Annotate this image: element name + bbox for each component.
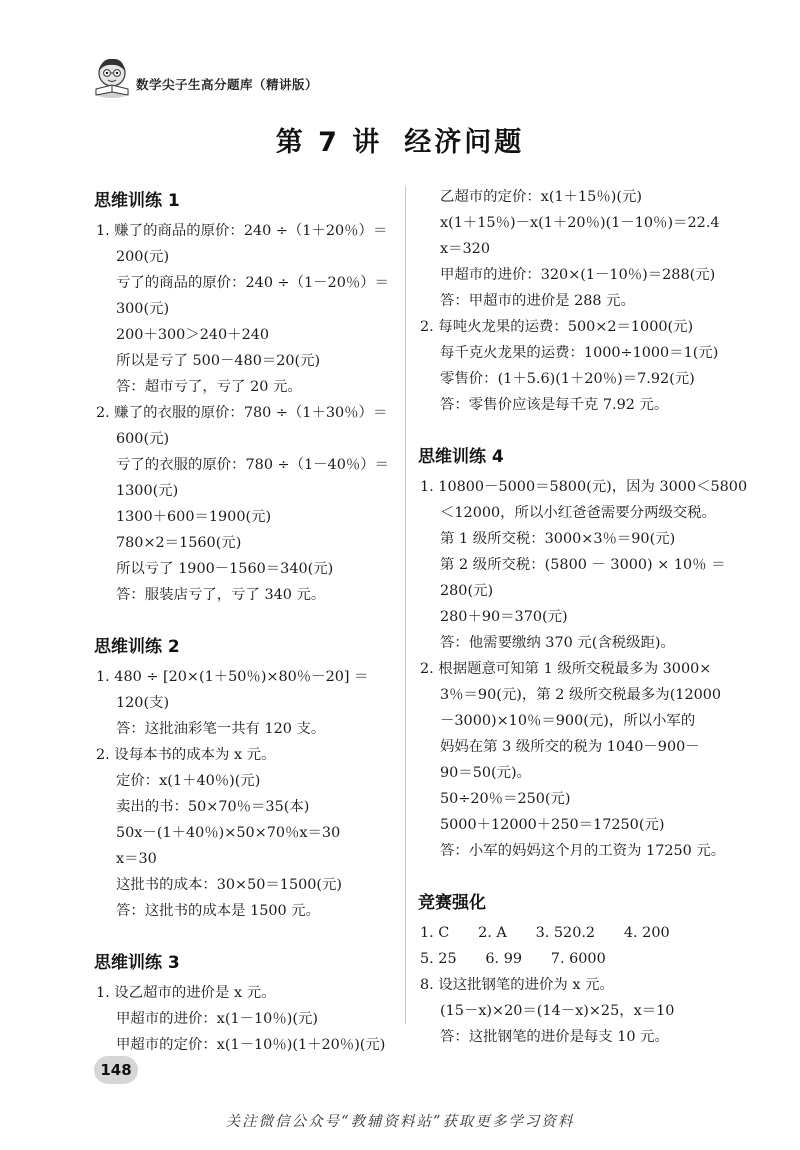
- solution-line: 甲超市的进价：320×(1－10％)＝288(元): [440, 267, 716, 283]
- column-divider: [405, 186, 406, 1024]
- solution-line: 280＋90＝370(元): [440, 609, 568, 625]
- solution-line: 2. 根据题意可知第 1 级所交税最多为 3000×: [420, 661, 712, 677]
- solution-line: 2. 每吨火龙果的运费：500×2＝1000(元): [420, 319, 694, 335]
- solution-line: 300(元): [116, 301, 170, 317]
- solution-line: 每千克火龙果的运费：1000÷1000＝1(元): [440, 345, 719, 361]
- footer-note: 关注微信公众号“教辅资料站”获取更多学习资料: [225, 1114, 575, 1130]
- answer-line: 答：这批油彩笔一共有 120 支。: [116, 721, 326, 737]
- solution-line: (15－x)×20＝(14－x)×25，x＝10: [440, 1003, 675, 1019]
- solution-line: －3000)×10％＝900(元)，所以小军的: [440, 713, 696, 729]
- page-number: 148: [94, 1056, 138, 1084]
- solution-line: 280(元): [440, 583, 494, 599]
- solution-line: 所以是亏了 500－480＝20(元): [116, 353, 321, 369]
- solution-line: 卖出的书：50×70％＝35(本): [116, 799, 310, 815]
- lecture-topic: 经济问题: [404, 127, 525, 158]
- solution-line: 定价：x(1＋40％)(元): [116, 773, 261, 789]
- solution-line: 2. 设每本书的成本为 x 元。: [96, 747, 276, 763]
- solution-line: 亏了的衣服的原价：780 ÷（1－40％）＝: [116, 457, 390, 473]
- solution-line: 甲超市的进价：x(1－10％)(元): [116, 1011, 318, 1027]
- answer-line: 答：超市亏了，亏了 20 元。: [116, 379, 302, 395]
- solution-line: x(1＋15％)－x(1＋20％)(1－10％)＝22.4: [440, 215, 720, 231]
- solution-line: 亏了的商品的原价：240 ÷（1－20％）＝: [116, 275, 390, 291]
- solution-line: 780×2＝1560(元): [116, 535, 242, 551]
- solution-line: 50x－(1＋40％)×50×70％x＝30: [116, 825, 341, 841]
- solution-line: 零售价：(1＋5.6)(1＋20％)＝7.92(元): [440, 371, 695, 387]
- series-title: 数学尖子生高分题库（精讲版）: [136, 77, 319, 92]
- section-heading: 思维训练 3: [94, 953, 180, 973]
- solution-line: 3％＝90(元)，第 2 级所交税最多为(12000: [440, 687, 722, 703]
- solution-line: 甲超市的定价：x(1－10％)(1＋20％)(元): [116, 1037, 386, 1053]
- solution-line: 600(元): [116, 431, 170, 447]
- answer-line: 答：零售价应该是每千克 7.92 元。: [440, 397, 669, 413]
- solution-line: 90＝50(元)。: [440, 765, 532, 781]
- solution-line: x＝30: [116, 851, 157, 867]
- solution-line: 1. 赚了的商品的原价：240 ÷（1＋20％）＝: [96, 223, 388, 239]
- answer-line: 答：这批钢笔的进价是每支 10 元。: [440, 1029, 669, 1045]
- section-heading: 思维训练 4: [418, 447, 504, 467]
- solution-line: 所以亏了 1900－1560＝340(元): [116, 561, 334, 577]
- solution-line: 5000＋12000＋250＝17250(元): [440, 817, 665, 833]
- page-title: [0, 120, 800, 159]
- solution-line: 2. 赚了的衣服的原价：780 ÷（1＋30％）＝: [96, 405, 388, 421]
- lecture-number: 第 7 讲: [275, 127, 383, 158]
- series-header: [92, 52, 318, 102]
- solution-line: 200＋300＞240＋240: [116, 327, 270, 343]
- solution-line: 200(元): [116, 249, 170, 265]
- solution-line: 乙超市的定价：x(1＋15％)(元): [440, 189, 642, 205]
- solution-line: 第 2 级所交税：(5800 － 3000) × 10％ ＝: [440, 557, 726, 573]
- section-heading: 思维训练 2: [94, 637, 180, 657]
- solution-line: x＝320: [440, 241, 490, 257]
- answer-line: 答：服装店亏了，亏了 340 元。: [116, 587, 326, 603]
- solution-line: 1. 480 ÷ [20×(1＋50％)×80％－20] ＝: [96, 669, 369, 685]
- answer-line: 答：这批书的成本是 1500 元。: [116, 903, 321, 919]
- answer-line: 答：他需要缴纳 370 元(含税级距)。: [440, 635, 675, 651]
- solution-line: 1300＋600＝1900(元): [116, 509, 272, 525]
- left-column: [94, 188, 394, 1058]
- section-heading: 竞赛强化: [418, 893, 486, 913]
- solution-line: 120(支): [116, 695, 170, 711]
- answer-list-line: 5. 25 6. 99 7. 6000: [420, 951, 606, 967]
- solution-line: 妈妈在第 3 级所交的税为 1040－900－: [440, 739, 700, 755]
- section-heading: 思维训练 1: [94, 191, 180, 211]
- solution-line: 第 1 级所交税：3000×3％＝90(元): [440, 531, 676, 547]
- solution-line: 1. 设乙超市的进价是 x 元。: [96, 985, 276, 1001]
- solution-line: ＜12000，所以小红爸爸需要分两级交税。: [440, 505, 717, 521]
- solution-line: 1300(元): [116, 483, 179, 499]
- answer-list-line: 1. C 2. A 3. 520.2 4. 200: [420, 925, 670, 941]
- mascot-reading-icon: [92, 55, 132, 99]
- right-column: [418, 184, 748, 1050]
- solution-line: 这批书的成本：30×50＝1500(元): [116, 877, 343, 893]
- answer-line: 答：甲超市的进价是 288 元。: [440, 293, 635, 309]
- solution-line: 8. 设这批钢笔的进价为 x 元。: [420, 977, 614, 993]
- solution-line: 1. 10800－5000＝5800(元)，因为 3000＜5800: [420, 479, 748, 495]
- answer-line: 答：小军的妈妈这个月的工资为 17250 元。: [440, 843, 726, 859]
- solution-line: 50÷20％＝250(元): [440, 791, 571, 807]
